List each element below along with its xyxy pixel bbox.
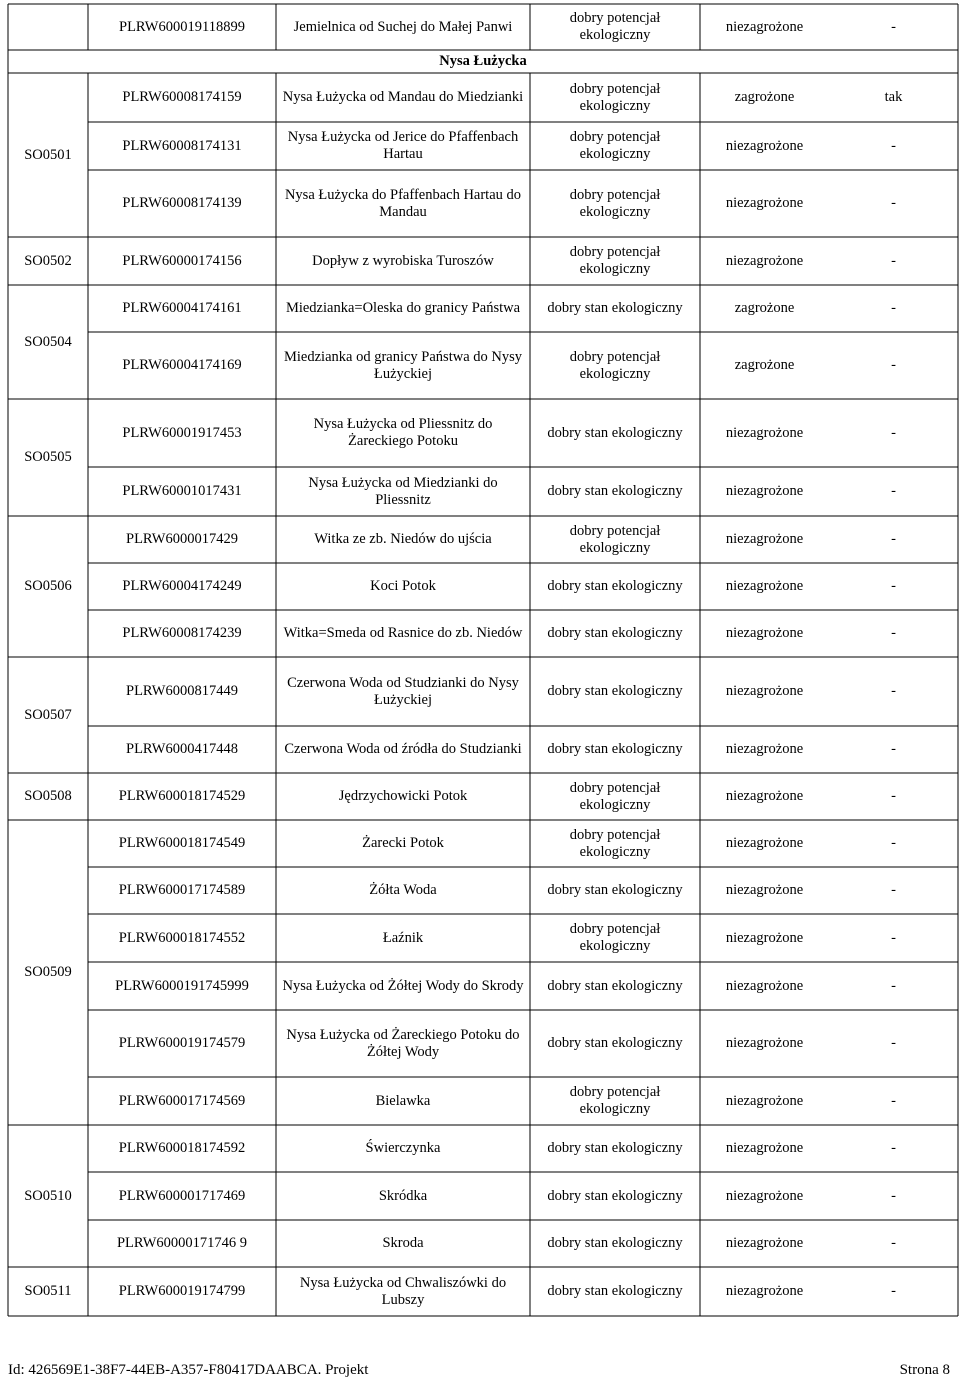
row-risk: niezagrożone	[725, 424, 804, 441]
row-name: Skroda	[382, 1235, 424, 1251]
row-name: Witka ze zb. Niedów do ujścia	[314, 531, 492, 547]
row-status: dobry stan ekologiczny	[547, 1187, 683, 1204]
footer-page-number: Strona 8	[899, 1362, 950, 1378]
row-risk: niezagrożone	[725, 531, 804, 547]
row-code: PLRW60004174161	[122, 300, 242, 316]
row-name: Czerwona Woda od źródła do Studzianki	[284, 741, 522, 757]
row-status: dobry stan ekologiczny	[547, 424, 683, 441]
row-risk: niezagrożone	[725, 1092, 804, 1109]
row-status: dobry potencjał ekologiczny	[569, 129, 661, 162]
row-code: PLRW60000171746 9	[116, 1235, 248, 1251]
row-status: dobry stan ekologiczny	[547, 625, 683, 641]
row-status: dobry stan ekologiczny	[547, 1035, 683, 1051]
row-status: dobry potencjał ekologiczny	[569, 10, 661, 43]
row-risk: niezagrożone	[725, 578, 804, 594]
row-risk: niezagrożone	[725, 683, 804, 699]
row-code: PLRW60004174249	[122, 578, 242, 594]
row-status: dobry stan ekologiczny	[547, 1235, 683, 1251]
row-flag: -	[891, 1283, 896, 1299]
row-status: dobry stan ekologiczny	[547, 683, 683, 699]
row-code: PLRW60004174169	[122, 357, 242, 373]
row-status: dobry potencjał ekologiczny	[569, 522, 661, 556]
row-flag: -	[891, 300, 896, 316]
row-flag: -	[891, 195, 896, 211]
row-flag: -	[891, 137, 896, 154]
row-flag: -	[891, 1140, 896, 1156]
row-code: PLRW600018174592	[118, 1140, 246, 1156]
row-status: dobry potencjał ekologiczny	[569, 826, 661, 860]
row-risk: niezagrożone	[725, 1235, 804, 1251]
row-status: dobry stan ekologiczny	[547, 1283, 683, 1299]
row-name: Miedzianka=Oleska do granicy Państwa	[285, 300, 521, 316]
row-risk: niezagrożone	[725, 18, 804, 35]
row-code: PLRW6000417448	[126, 741, 238, 757]
row-risk: zagrożone	[734, 89, 795, 105]
row-code: PLRW6000191745999	[115, 977, 249, 994]
row-risk: niezagrożone	[725, 1035, 804, 1051]
row-name: Koci Potok	[370, 578, 436, 594]
row-code: PLRW6000017429	[126, 531, 238, 547]
row-name: Nysa Łużycka od Żółtej Wody do Skrody	[282, 977, 524, 994]
row-status: dobry stan ekologiczny	[547, 1140, 683, 1156]
row-risk: niezagrożone	[725, 1187, 804, 1204]
row-risk: niezagrożone	[725, 929, 804, 946]
row-risk: niezagrożone	[725, 1140, 804, 1156]
row-flag: -	[891, 18, 896, 35]
row-name: Nysa Łużycka od Miedzianki do Pliessnitz	[308, 474, 498, 508]
row-status: dobry potencjał ekologiczny	[569, 921, 661, 954]
row-risk: niezagrożone	[725, 625, 804, 641]
row-status: dobry stan ekologiczny	[547, 741, 683, 757]
row-status: dobry potencjał ekologiczny	[569, 186, 661, 220]
row-flag: -	[891, 977, 896, 994]
group-code: SO0511	[24, 1283, 72, 1299]
row-status: dobry stan ekologiczny	[547, 483, 683, 499]
group-code: SO0505	[24, 449, 72, 465]
row-status: dobry potencjał ekologiczny	[569, 80, 661, 114]
row-flag: tak	[884, 89, 903, 105]
section-header: Nysa Łużycka	[439, 53, 527, 69]
row-flag: -	[891, 1187, 896, 1204]
group-code: SO0509	[24, 964, 72, 980]
group-code: SO0510	[24, 1187, 72, 1204]
row-risk: niezagrożone	[725, 137, 804, 154]
group-code: SO0502	[24, 252, 72, 269]
row-flag: -	[891, 1235, 896, 1251]
row-status: dobry stan ekologiczny	[547, 578, 683, 594]
row-risk: niezagrożone	[725, 882, 804, 898]
row-name: Skródka	[378, 1187, 428, 1204]
group-code: SO0508	[24, 788, 72, 804]
group-code: SO0506	[24, 578, 72, 594]
row-flag: -	[891, 1035, 896, 1051]
row-flag: -	[891, 788, 896, 804]
group-code: SO0501	[24, 146, 72, 163]
row-code: PLRW60008174239	[122, 625, 242, 641]
row-status: dobry stan ekologiczny	[547, 882, 683, 898]
row-code: PLRW600018174552	[118, 929, 246, 946]
row-code: PLRW60008174159	[122, 89, 242, 105]
row-code: PLRW60001917453	[122, 424, 242, 441]
row-flag: -	[891, 357, 896, 373]
row-name: Bielawka	[375, 1092, 431, 1109]
row-code: PLRW60008174139	[122, 195, 242, 211]
row-status: dobry stan ekologiczny	[547, 300, 683, 316]
row-flag: -	[891, 578, 896, 594]
row-status: dobry potencjał ekologiczny	[569, 779, 661, 813]
row-risk: niezagrożone	[725, 1283, 804, 1299]
row-flag: -	[891, 741, 896, 757]
row-flag: -	[891, 882, 896, 898]
row-flag: -	[891, 1092, 896, 1109]
row-name: Nysa Łużycka od Jerice do Pfaffenbach Hartau	[287, 129, 519, 162]
row-name: Świerczynka	[365, 1140, 441, 1156]
row-flag: -	[891, 625, 896, 641]
row-code: PLRW6000817449	[126, 683, 238, 699]
row-code: PLRW600019174799	[118, 1283, 246, 1299]
row-risk: zagrożone	[734, 300, 795, 316]
row-code: PLRW600018174529	[118, 788, 246, 804]
row-status: dobry potencjał ekologiczny	[569, 244, 661, 277]
row-status: dobry potencjał ekologiczny	[569, 348, 661, 382]
row-flag: -	[891, 483, 896, 499]
row-code: PLRW60000174156	[122, 252, 242, 269]
row-name: Czerwona Woda od Studzianki do Nysy Łużyckiej	[287, 674, 519, 708]
row-code: PLRW600017174569	[118, 1092, 246, 1109]
row-name: Jemielnica od Suchej do Małej Panwi	[293, 18, 513, 35]
row-code: PLRW60001017431	[122, 483, 242, 499]
row-name: Witka=Smeda od Rasnice do zb. Niedów	[283, 625, 523, 641]
group-code: SO0507	[24, 706, 72, 723]
row-name: Żarecki Potok	[362, 835, 444, 851]
row-risk: niezagrożone	[725, 741, 804, 757]
row-risk: niezagrożone	[725, 195, 804, 211]
row-name: Jędrzychowicki Potok	[338, 788, 468, 804]
row-flag: -	[891, 835, 896, 851]
row-risk: niezagrożone	[725, 483, 804, 499]
row-name: Nysa Łużycka od Chwaliszówki do Lubszy	[299, 1274, 507, 1308]
row-risk: zagrożone	[734, 357, 795, 373]
row-flag: -	[891, 929, 896, 946]
row-flag: -	[891, 683, 896, 699]
row-risk: niezagrożone	[725, 788, 804, 804]
row-name: Nysa Łużycka od Żareckiego Potoku do Żółtej Wody	[286, 1026, 520, 1060]
row-name: Miedzianka od granicy Państwa do Nysy Łużyckiej	[284, 348, 522, 382]
row-flag: -	[891, 424, 896, 441]
row-name: Dopływ z wyrobiska Turoszów	[312, 252, 494, 269]
row-risk: niezagrożone	[725, 977, 804, 994]
row-code: PLRW600019174579	[118, 1035, 246, 1051]
row-status: dobry stan ekologiczny	[547, 977, 683, 994]
group-code: SO0504	[24, 333, 72, 350]
row-code: PLRW60008174131	[122, 137, 242, 154]
row-flag: -	[891, 252, 896, 269]
row-risk: niezagrożone	[725, 252, 804, 269]
row-risk: niezagrożone	[725, 835, 804, 851]
row-status: dobry potencjał ekologiczny	[569, 1084, 661, 1117]
row-code: PLRW600001717469	[118, 1187, 246, 1204]
row-code: PLRW600019118899	[119, 18, 245, 35]
row-name: Nysa Łużycka od Mandau do Miedzianki	[282, 89, 524, 105]
row-name: Nysa Łużycka do Pfaffenbach Hartau do Mandau	[284, 186, 522, 220]
row-name: Nysa Łużycka od Pliessnitz do Żareckiego Potoku	[313, 416, 493, 449]
row-code: PLRW600018174549	[118, 835, 246, 851]
footer-document-id: Id: 426569E1-38F7-44EB-A357-F80417DAABCA. Projekt	[8, 1362, 369, 1378]
row-name: Łaźnik	[382, 929, 424, 946]
row-name: Żółta Woda	[369, 882, 437, 898]
row-flag: -	[891, 531, 896, 547]
row-code: PLRW600017174589	[118, 882, 246, 898]
